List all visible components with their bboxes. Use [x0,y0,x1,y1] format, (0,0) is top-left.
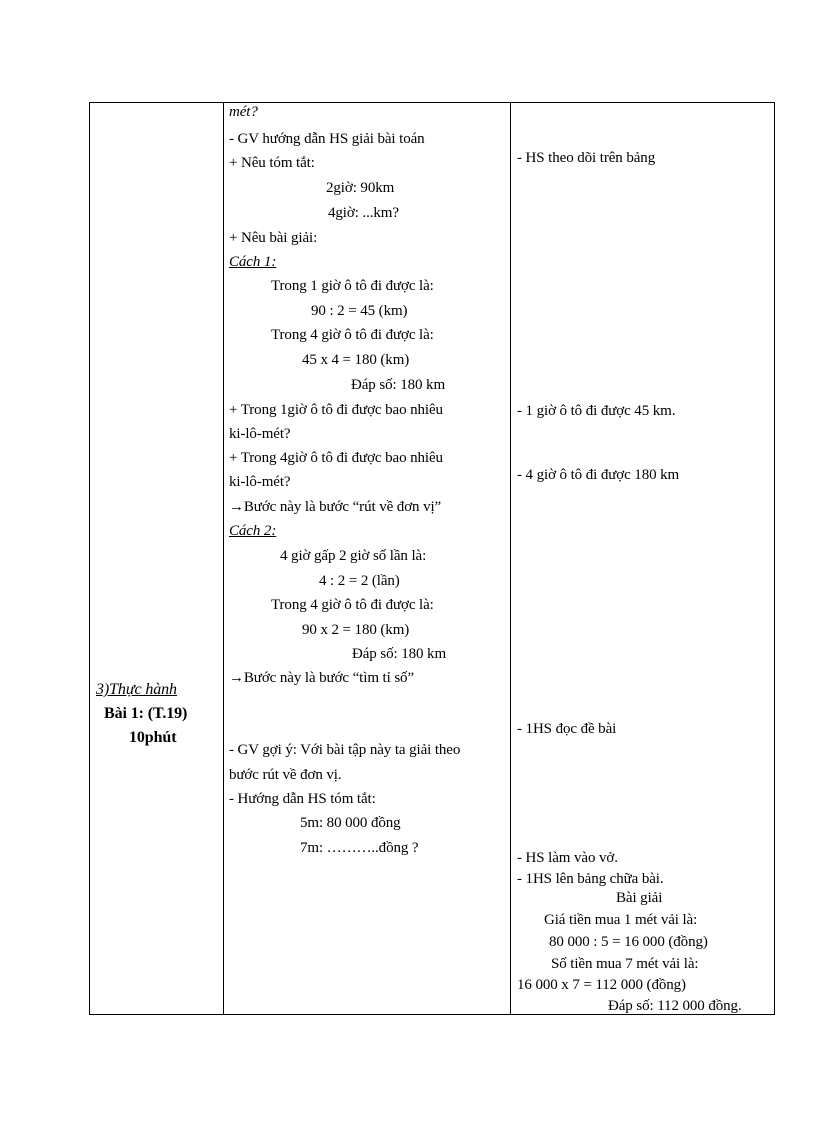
text-line: Trong 4 giờ ô tô đi được là: [271,597,434,613]
text-line: Trong 1 giờ ô tô đi được là: [271,278,434,294]
text-line: 45 x 4 = 180 (km) [302,352,410,368]
duration-label: 10phút [129,729,177,746]
text-line: + Nêu tóm tắt: [229,155,315,171]
text-line: 80 000 : 5 = 16 000 (đồng) [549,934,708,950]
text-line: mét? [229,104,258,120]
text-line: ki-lô-mét? [229,426,291,442]
text-line: + Nêu bài giải: [229,230,318,246]
text-line: - 1HS đọc đề bài [517,721,617,737]
teacher-activity-column [224,103,510,1014]
text-line: bước rút về đơn vị. [229,767,342,783]
text-line: Số tiền mua 7 mét vải là: [551,956,699,972]
text-line: 5m: 80 000 đồng [300,815,401,831]
text-line: - GV hướng dẫn HS giải bài toán [229,131,425,147]
text-line: Đáp số: 112 000 đồng. [608,998,742,1014]
text-line: + Trong 1giờ ô tô đi được bao nhiêu [229,402,443,418]
text-line: Đáp số: 180 km [352,646,447,662]
text-line: Giá tiền mua 1 mét vải là: [544,912,698,928]
text-line: - GV gợi ý: Với bài tập này ta giải theo [229,742,461,758]
text-line: →Bước này là bước “rút về đơn vị” [229,499,442,515]
text-line: 90 : 2 = 45 (km) [311,303,408,319]
text-line: ki-lô-mét? [229,474,291,490]
text-line: - HS theo dõi trên bảng [517,150,656,166]
text-line: Đáp số: 180 km [351,377,446,393]
method-heading: Cách 1: [229,254,277,270]
text-line: 4 : 2 = 2 (lần) [319,573,400,589]
student-activity-column [511,103,775,1014]
lesson-table [89,102,775,1015]
text-line: - HS làm vào vở. [517,850,618,866]
text-line: - 1 giờ ô tô đi được 45 km. [517,403,676,419]
text-line: + Trong 4giờ ô tô đi được bao nhiêu [229,450,443,466]
text-line: 2giờ: 90km [326,180,395,196]
text-line: 16 000 x 7 = 112 000 (đồng) [517,977,686,993]
text-line: Bài giải [616,890,663,906]
text-line: 90 x 2 = 180 (km) [302,622,410,638]
text-line: - 1HS lên bảng chữa bài. [517,871,664,887]
text-line: 7m: ………..đồng ? [300,840,419,856]
text-line: - Hướng dẫn HS tóm tắt: [229,791,376,807]
section-title: 3)Thực hành [96,681,177,698]
text-line: 4giờ: ...km? [328,205,399,221]
text-line: - 4 giờ ô tô đi được 180 km [517,467,680,483]
exercise-label: Bài 1: (T.19) [104,705,188,722]
method-heading: Cách 2: [229,523,277,539]
text-line: Trong 4 giờ ô tô đi được là: [271,327,434,343]
text-line: 4 giờ gấp 2 giờ số lần là: [280,548,427,564]
text-line: →Bước này là bước “tìm tỉ số” [229,670,415,686]
time-column [90,103,223,1014]
